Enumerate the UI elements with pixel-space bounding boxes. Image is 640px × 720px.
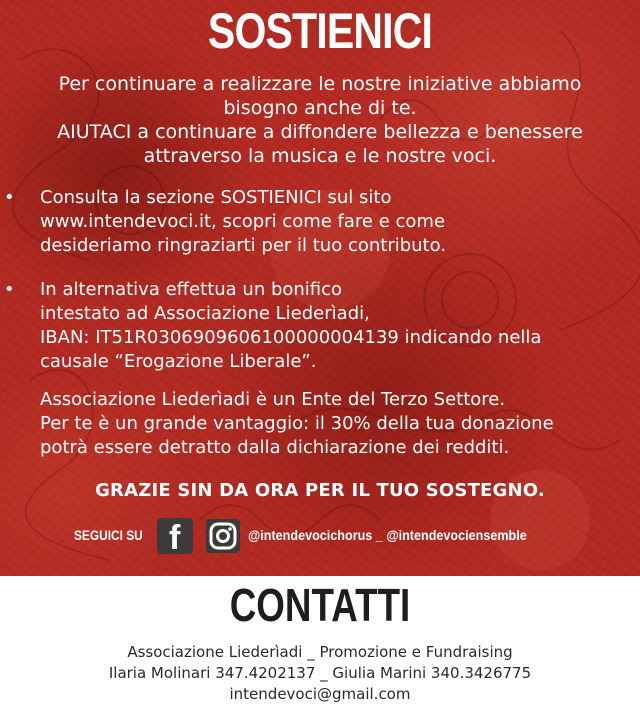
bullet-marker: • bbox=[4, 187, 15, 208]
intro-line: attraverso la musica e le nostre voci. bbox=[143, 145, 497, 167]
bullet-marker: • bbox=[4, 279, 15, 300]
email-link[interactable]: intendevoci@gmail.com bbox=[229, 685, 411, 703]
support-title: SOSTIENICI bbox=[207, 3, 433, 59]
intro-line: Per continuare a realizzare le nostre iniziative abbiamo bbox=[58, 73, 582, 95]
third-sector-note: Associazione Liederìadi è un Ente del Terzo Settore. Per te è un grande vantaggio: il 30% della tua donazione potrà essere detratto dalla dichiarazione dei redditi. bbox=[40, 389, 554, 458]
association-line: Associazione Liederìadi _ Promozione e Fundraising bbox=[127, 643, 513, 661]
social-bar bbox=[0, 516, 640, 556]
contacts-block bbox=[0, 642, 640, 705]
intro-line: bisogno anche di te. bbox=[223, 97, 417, 119]
follow-us-label: SEGUICI SU bbox=[74, 527, 143, 543]
contacts-title: CONTATTI bbox=[229, 579, 411, 631]
thanks-line: GRAZIE SIN DA ORA PER IL TUO SOSTEGNO. bbox=[95, 480, 545, 501]
facebook-icon[interactable]: f bbox=[157, 518, 193, 554]
bullet-website-text: Consulta la sezione SOSTIENICI sul sito www.intendevoci.it, scopri come fare e come desideriamo ringraziarti per il tuo contributo. bbox=[40, 187, 447, 256]
support-intro bbox=[20, 72, 620, 168]
phone-line: Ilaria Molinari 347.4202137 _ Giulia Marini 340.3426775 bbox=[108, 664, 532, 682]
intro-line: AIUTACI a continuare a diffondere bellezza e benessere bbox=[57, 121, 583, 143]
social-handles[interactable]: @intendevocichorus _ @intendevociensemble bbox=[248, 527, 527, 543]
instagram-icon[interactable] bbox=[205, 518, 241, 554]
bullet-bank-transfer-text: In alternativa effettua un bonifico intestato ad Associazione Liederìadi, IBAN: IT51R0306909606100000004139 indicando nella causale “Erogazione Liberale”. bbox=[40, 279, 542, 372]
